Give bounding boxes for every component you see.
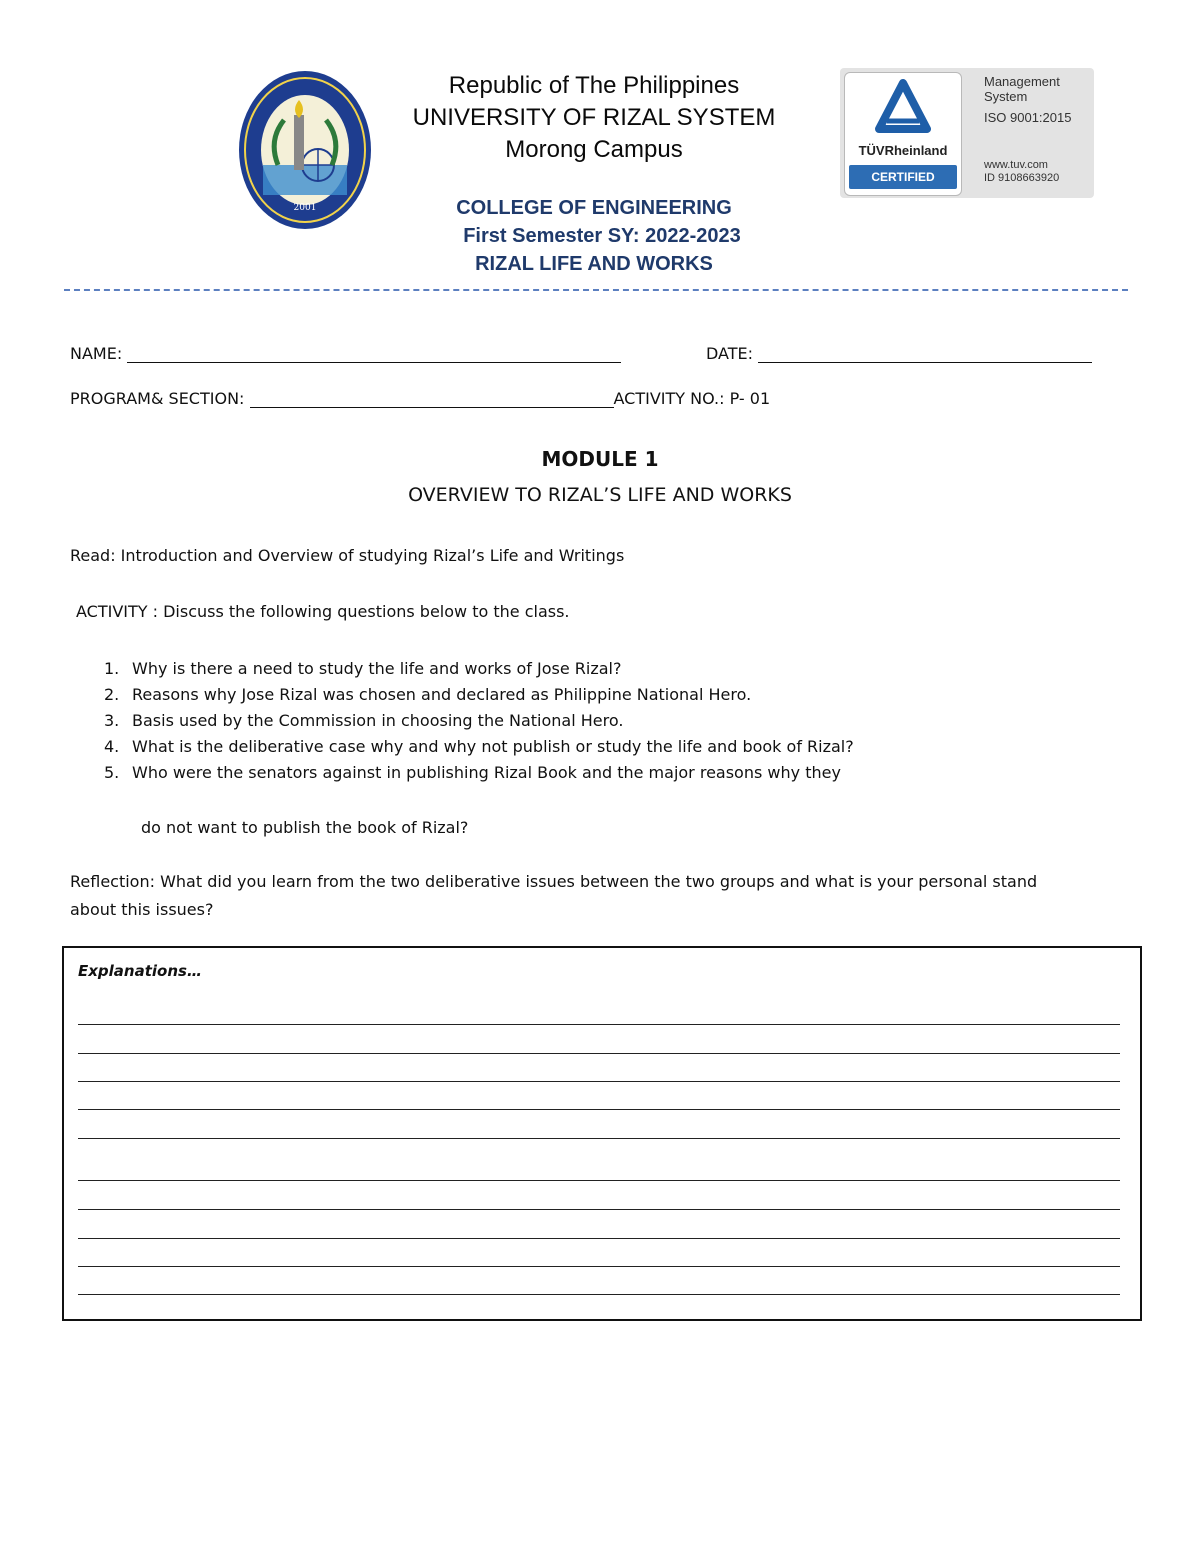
explanation-heading: Explanations…	[78, 962, 202, 980]
cert-iso: ISO 9001:2015	[984, 110, 1072, 125]
name-input-line[interactable]	[127, 344, 621, 363]
university-name: UNIVERSITY OF RIZAL SYSTEM	[412, 104, 776, 131]
activity-instruction: ACTIVITY : Discuss the following questions below to the class.	[76, 602, 570, 621]
campus-name: Morong Campus	[505, 136, 683, 163]
read-instruction: Read: Introduction and Overview of studying Rizal’s Life and Writings	[70, 546, 625, 565]
activity-label: ACTIVITY NO.:	[613, 389, 725, 408]
answer-line[interactable]	[78, 1138, 1120, 1139]
answer-line[interactable]	[78, 1294, 1120, 1295]
answer-line[interactable]	[78, 1024, 1120, 1025]
question-item	[104, 760, 854, 786]
question-number: 1.	[104, 659, 120, 678]
answer-line[interactable]	[78, 1081, 1120, 1082]
cert-management: Management	[984, 74, 1060, 89]
answer-line[interactable]	[78, 1209, 1120, 1210]
name-field	[70, 344, 621, 363]
question-item	[104, 708, 854, 734]
module-title: MODULE 1	[541, 447, 659, 471]
header-separator	[64, 289, 1128, 291]
question-number: 4.	[104, 737, 120, 756]
program-section-field	[70, 389, 770, 408]
question-text: Reasons why Jose Rizal was chosen and declared as Philippine National Hero.	[132, 685, 752, 704]
republic-line: Republic of The Philippines	[448, 72, 740, 99]
question-text: Basis used by the Commission in choosing the National Hero.	[132, 711, 624, 730]
question-item	[104, 734, 854, 760]
iso-certification-badge	[840, 68, 1094, 198]
question-number: 2.	[104, 685, 120, 704]
reflection-line-1: Reflection: What did you learn from the two deliberative issues between the two groups and what is your personal stand	[70, 872, 1038, 891]
tuv-triangle-icon	[875, 79, 931, 135]
program-label: PROGRAM& SECTION:	[70, 389, 245, 408]
question-item	[104, 682, 854, 708]
cert-text	[984, 74, 1071, 185]
cert-id: ID 9108663920	[984, 172, 1060, 184]
program-input-line[interactable]	[250, 389, 614, 408]
date-field	[706, 344, 1092, 363]
college-name: COLLEGE OF ENGINEERING	[456, 197, 732, 219]
explanation-answer-box[interactable]	[62, 946, 1142, 1321]
course-title: RIZAL LIFE AND WORKS	[475, 253, 713, 275]
answer-line[interactable]	[78, 1053, 1120, 1054]
question-text: Why is there a need to study the life and works of Jose Rizal?	[132, 659, 622, 678]
answer-line[interactable]	[78, 1238, 1120, 1239]
answer-line[interactable]	[78, 1109, 1120, 1110]
tuv-brand: TÜVRheinland	[858, 143, 948, 158]
certified-label: CERTIFIED	[849, 165, 957, 189]
question-text: What is the deliberative case why and why not publish or study the life and book of Rizal?	[132, 737, 854, 756]
question-number: 3.	[104, 711, 120, 730]
answer-line[interactable]	[78, 1180, 1120, 1181]
date-input-line[interactable]	[758, 344, 1092, 363]
question-item	[104, 656, 854, 682]
tuv-logo-panel	[844, 72, 962, 196]
question-list	[104, 656, 854, 786]
cert-url: www.tuv.com	[984, 159, 1048, 171]
answer-line[interactable]	[78, 1266, 1120, 1267]
module-subtitle: OVERVIEW TO RIZAL’S LIFE AND WORKS	[408, 484, 792, 506]
activity-number: P- 01	[729, 389, 771, 408]
name-label: NAME:	[70, 344, 123, 363]
seal-year: 2001	[293, 203, 317, 213]
cert-system: System	[984, 89, 1028, 104]
reflection-line-2: about this issues?	[70, 900, 214, 919]
semester-line: First Semester SY: 2022-2023	[463, 225, 741, 247]
question-number: 5.	[104, 763, 120, 782]
question-text: Who were the senators against in publishing Rizal Book and the major reasons why they	[132, 763, 841, 782]
date-label: DATE:	[706, 344, 754, 363]
question-5-continuation: do not want to publish the book of Rizal?	[141, 818, 469, 837]
